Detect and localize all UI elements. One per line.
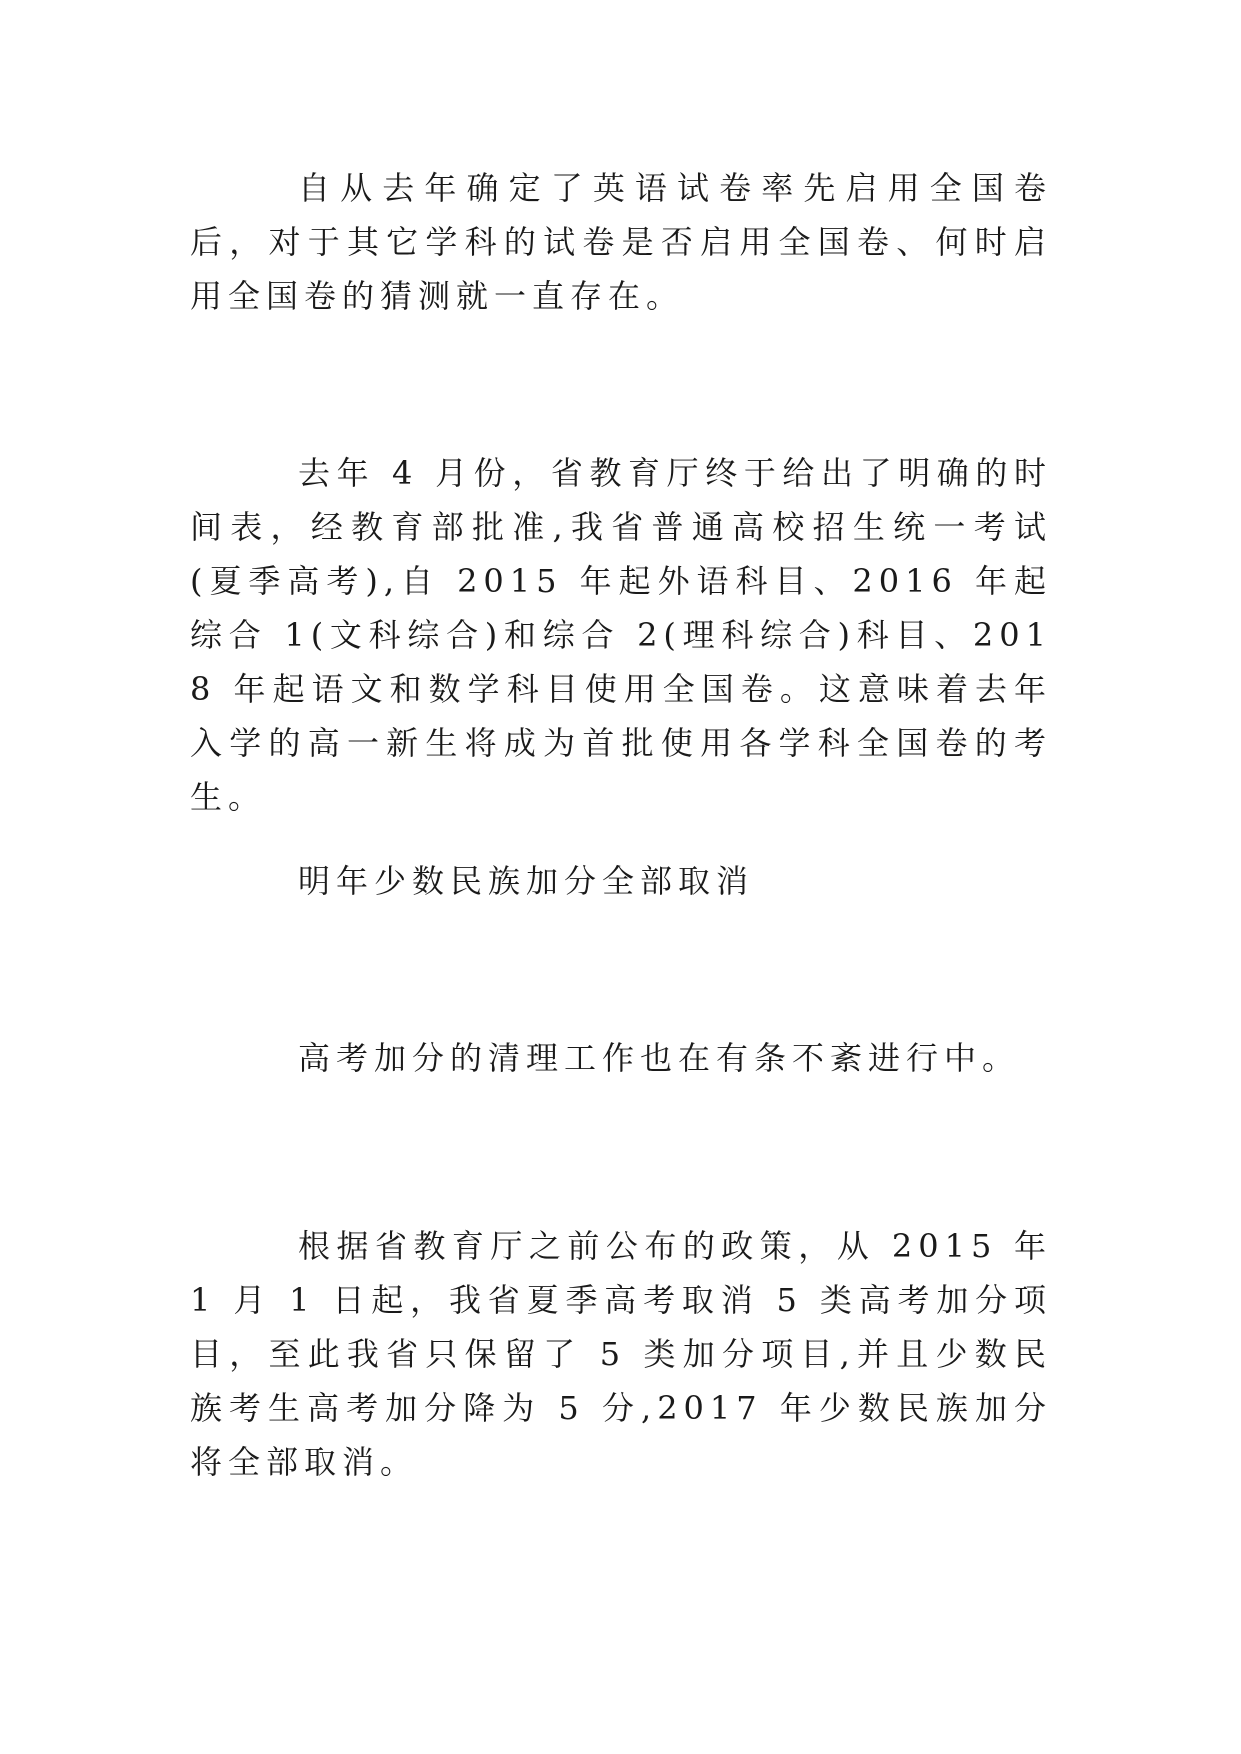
paragraph-2: 去年 4 月份，省教育厅终于给出了明确的时间表，经教育部批准,我省普通高校招生统一考试(夏季高考),自 2015 年起外语科目、2016 年起综合 1(文科综合)和综合 2(理科综合)科目、2018 年起语文和数学科目使用全国卷。这意味着去年入学的高一新生将成为首批使用各学科全国卷的考生。 (190, 454, 1052, 816)
paragraph-1: 自从去年确定了英语试卷率先启用全国卷后，对于其它学科的试卷是否启用全国卷、何时启用全国卷的猜测就一直存在。 (190, 169, 1052, 315)
paragraph-4: 根据省教育厅之前公布的政策，从 2015 年 1 月 1 日起，我省夏季高考取消 5 类高考加分项目，至此我省只保留了 5 类加分项目,并且少数民族考生高考加分降为 5 分,2017 年少数民族加分将全部取消。 (190, 1227, 1052, 1481)
paragraph-3: 高考加分的清理工作也在有条不紊进行中。 (298, 1039, 1021, 1077)
section-heading: 明年少数民族加分全部取消 (298, 862, 755, 900)
